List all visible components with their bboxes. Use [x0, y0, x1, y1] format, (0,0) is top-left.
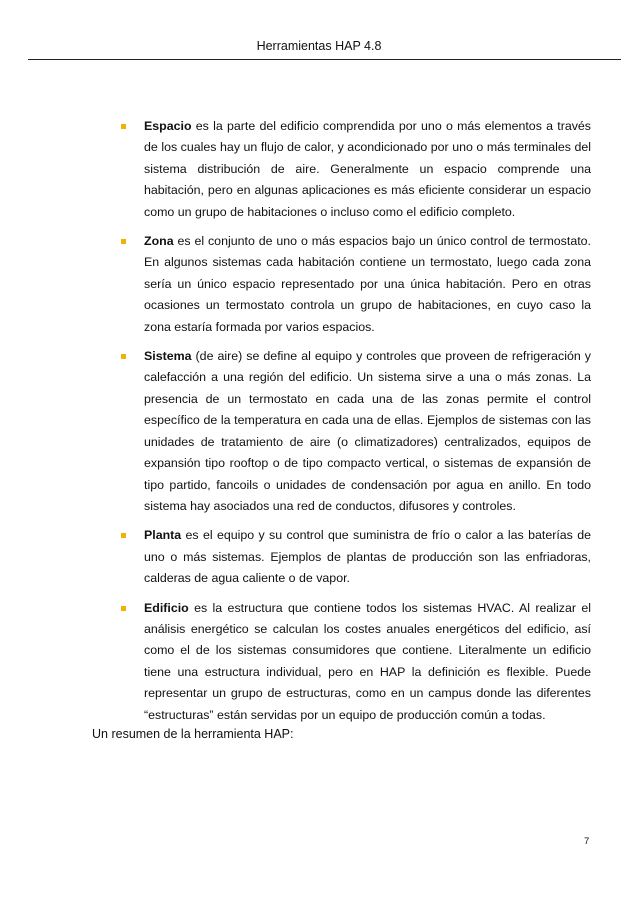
definition-item-planta — [111, 525, 591, 589]
definition-term: Espacio — [144, 119, 192, 133]
square-bullet-icon — [121, 606, 126, 611]
square-bullet-icon — [121, 124, 126, 129]
square-bullet-icon — [121, 533, 126, 538]
definition-item-zona — [111, 231, 591, 338]
page-header-title: Herramientas HAP 4.8 — [256, 39, 382, 53]
definition-item-edificio — [111, 598, 591, 726]
definition-text: es la estructura que contiene todos los sistemas HVAC. Al realizar el análisis energético se calculan los costes anuales energéticos del edificio, así como el de los sistemas consumidores que contiene. Literalmente un edificio tiene una estructura individual, pero en HAP la definición es flexible. Puede representar un grupo de estructuras, como en un campus donde las diferentes “estructuras” están servidas por un equipo de producción común a todas. — [144, 600, 591, 722]
square-bullet-icon — [121, 239, 126, 244]
definition-text: es la parte del edificio comprendida por uno o más elementos a través de los cuales hay un flujo de calor, y acondicionado por uno o más terminales del sistema distribución de aire. Generalmente un espacio comprende una habitación, pero en algunas aplicaciones es más eficiente considerar un espacio como un grupo de habitaciones o incluso como el edificio completo. — [144, 119, 591, 219]
definition-item-sistema — [111, 346, 591, 517]
square-bullet-icon — [121, 354, 126, 359]
definition-text: es el equipo y su control que suministra de frío o calor a las baterías de uno o más sistemas. Ejemplos de plantas de producción son las enfriadoras, calderas de agua caliente o de vapor. — [144, 528, 591, 586]
definition-term: Zona — [144, 234, 174, 249]
definition-term: Edificio — [144, 600, 189, 615]
definition-text: es el conjunto de uno o más espacios bajo un único control de termostato. En algunos sistemas cada habitación contiene un termostato, luego cada zona sería un único espacio representado por una única habitación. Pero en otras ocasiones un termostato controla un grupo de habitaciones, en cuyo caso la zona estaría formada por varios espacios. — [144, 234, 591, 334]
definition-term: Sistema — [144, 349, 192, 364]
definition-text: (de aire) se define al equipo y controles que proveen de refrigeración y calefacción a una región del edificio. Un sistema sirve a una o más zonas. La presencia de un termostato en cada una de las zonas permite el control específico de la temperatura en cada una de ellas. Ejemplos de sistemas con las unidades de tratamiento de aire (o climatizadores) centralizados, equipos de expansión tipo rooftop o de tipo compacto vertical, o sistemas de expansión de tipo partido, fancoils o unidades de condensación por agua en anillo. En todo sistema hay asociados una red de conductos, difusores y controles. — [144, 349, 591, 513]
definition-item-espacio — [111, 116, 591, 223]
definitions-list — [111, 116, 591, 734]
summary-heading: Un resumen de la herramienta HAP: — [92, 727, 294, 741]
header-divider — [28, 59, 621, 60]
page-number: 7 — [584, 836, 590, 847]
definition-term: Planta — [144, 528, 182, 543]
